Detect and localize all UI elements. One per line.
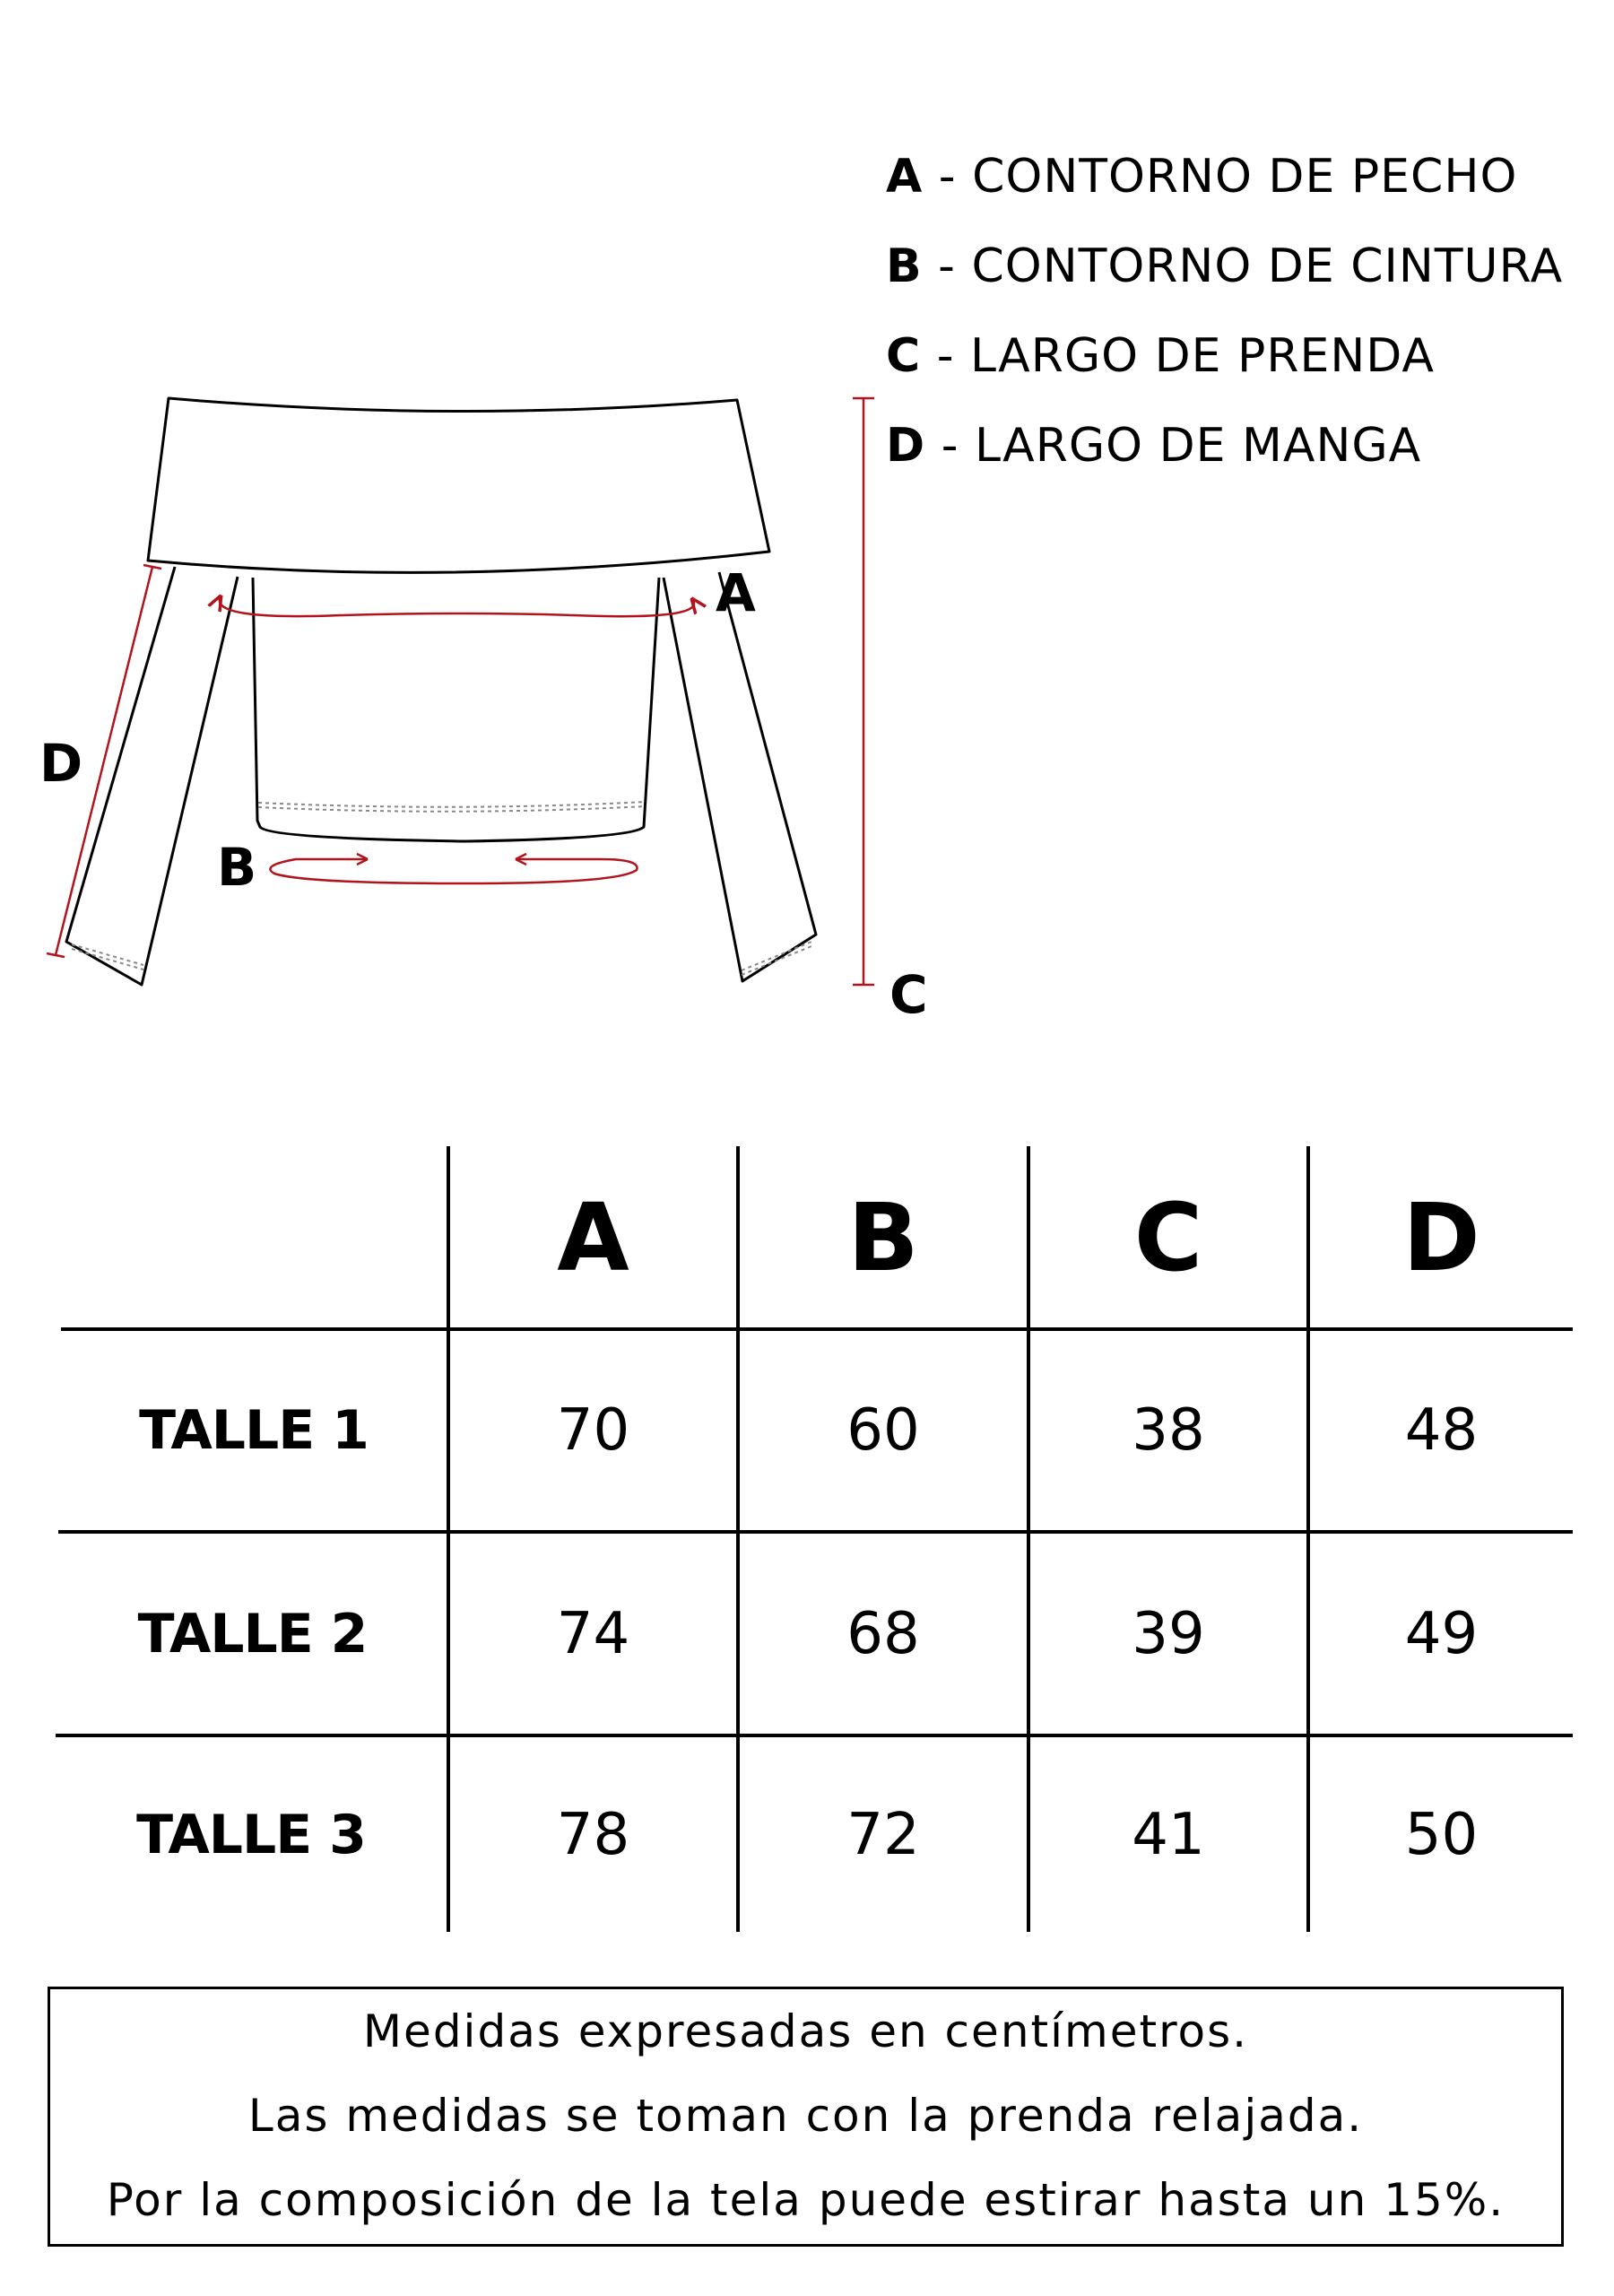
table-cell: 48 bbox=[1404, 1397, 1479, 1464]
table-cell: 39 bbox=[1132, 1600, 1205, 1667]
table-cell: 68 bbox=[846, 1600, 920, 1667]
table-cell: 38 bbox=[1132, 1397, 1205, 1464]
note-units: Medidas expresadas en centímetros. bbox=[362, 2005, 1249, 2057]
table-divider bbox=[61, 1327, 1573, 1331]
legend-separator: - bbox=[923, 150, 973, 204]
legend-key: B bbox=[886, 239, 923, 293]
column-header-c: C bbox=[1133, 1183, 1203, 1292]
diagram-label-d: D bbox=[39, 733, 83, 794]
table-cell: 70 bbox=[556, 1397, 630, 1464]
legend-separator: - bbox=[921, 329, 970, 383]
legend-label: LARGO DE PRENDA bbox=[970, 329, 1435, 383]
table-divider bbox=[58, 1530, 1573, 1534]
table-cell: 74 bbox=[556, 1600, 630, 1667]
legend-label: LARGO DE MANGA bbox=[975, 419, 1422, 473]
column-header-a: A bbox=[557, 1183, 629, 1292]
legend-item-a bbox=[886, 148, 1517, 205]
measure-b bbox=[270, 859, 637, 883]
table-divider bbox=[447, 1146, 450, 1932]
right-sleeve bbox=[664, 572, 816, 981]
legend-label: CONTORNO DE CINTURA bbox=[971, 239, 1564, 293]
garment-outline bbox=[66, 398, 816, 985]
diagram-label-a: A bbox=[716, 562, 756, 623]
table-cell: 41 bbox=[1132, 1801, 1205, 1868]
garment-diagram bbox=[0, 359, 1614, 1058]
left-sleeve bbox=[66, 567, 238, 985]
notes-box bbox=[48, 1987, 1564, 2247]
legend-key: A bbox=[886, 150, 924, 204]
row-label-talle-1: TALLE 1 bbox=[139, 1399, 369, 1462]
stitch-lines bbox=[72, 802, 811, 975]
diagram-label-c: C bbox=[889, 964, 928, 1025]
measure-c bbox=[853, 398, 874, 985]
table-divider bbox=[736, 1146, 740, 1932]
table-cell: 60 bbox=[846, 1397, 920, 1464]
table-divider bbox=[1306, 1146, 1310, 1932]
column-header-b: B bbox=[847, 1183, 919, 1292]
table-cell: 72 bbox=[846, 1801, 920, 1868]
legend-item-b bbox=[886, 238, 1563, 295]
note-measuring: Las medidas se toman con la prenda relajada. bbox=[247, 2090, 1364, 2142]
row-label-talle-2: TALLE 2 bbox=[137, 1602, 368, 1665]
legend-key: D bbox=[886, 419, 926, 473]
table-cell: 78 bbox=[556, 1801, 630, 1868]
table-divider bbox=[1027, 1146, 1030, 1932]
legend-separator: - bbox=[925, 419, 975, 473]
row-label-talle-3: TALLE 3 bbox=[136, 1803, 366, 1866]
table-cell: 49 bbox=[1404, 1600, 1479, 1667]
neckband bbox=[148, 398, 769, 572]
table-cell: 50 bbox=[1404, 1801, 1479, 1868]
table-divider bbox=[56, 1734, 1573, 1737]
legend-separator: - bbox=[922, 239, 972, 293]
legend-key: C bbox=[886, 329, 922, 383]
legend-label: CONTORNO DE PECHO bbox=[972, 150, 1518, 204]
column-header-d: D bbox=[1402, 1183, 1480, 1292]
top-sketch bbox=[0, 359, 1614, 1058]
note-stretch: Por la composición de la tela puede estirar hasta un 15%. bbox=[106, 2174, 1506, 2226]
measure-a bbox=[220, 596, 694, 616]
diagram-label-b: B bbox=[217, 837, 257, 898]
